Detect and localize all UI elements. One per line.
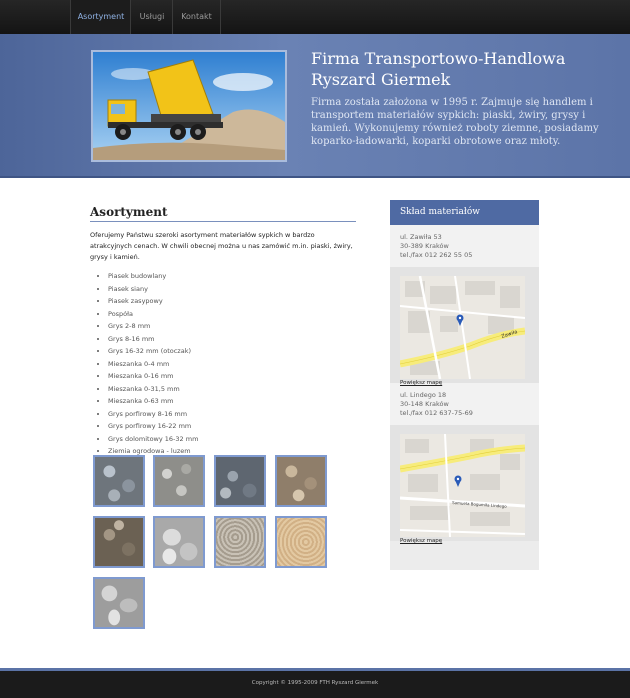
address-street: ul. Lindego 18 [400,391,447,399]
list-item: • Piasek zasypowy [108,295,356,308]
gallery-thumbnail[interactable] [214,516,266,568]
list-item: • Grys dolomitowy 16-32 mm [108,433,356,446]
address-city: 30-148 Kraków [400,400,449,408]
company-title: Firma Transportowo-Handlowa Ryszard Giermek [311,49,566,89]
address-phone: tel./fax 012 637-75-69 [400,409,473,417]
gallery-thumbnail[interactable] [93,455,145,507]
hero-banner [0,34,630,178]
list-item: • Mieszanka 0-16 mm [108,370,356,383]
tab-kontakt[interactable]: Kontakt [172,0,221,34]
tab-asortyment[interactable]: Asortyment [70,0,131,34]
main-content [90,205,356,458]
list-item: • Grys porfirowy 8-16 mm [108,408,356,421]
tab-uslugi[interactable]: Usługi [130,0,173,34]
enlarge-map-link[interactable]: Powiększ mapę [400,380,443,386]
map-street-label: Samuela Bogumiła Lindego [451,500,507,509]
hero-truck-image [91,50,287,162]
address-street: ul. Zawiła 53 [400,233,442,241]
enlarge-map-link[interactable]: Powiększ mapę [400,538,443,544]
list-item: • Piasek budowlany [108,270,356,283]
map-panel [390,267,539,386]
gallery-thumbnail[interactable] [275,516,327,568]
sidebar-heading: Skład materiałów [390,200,539,225]
gallery-thumbnail[interactable] [275,455,327,507]
location-map[interactable] [400,276,525,379]
product-list [90,270,356,458]
list-item: • Piasek siany [108,283,356,296]
gallery-thumbnail[interactable] [93,516,145,568]
warehouse-sidebar [390,200,539,570]
copyright-text: Copyright © 1995-2009 FTH Ryszard Giermek [251,680,379,686]
list-item: • Grys 2-8 mm [108,320,356,333]
company-description: Firma została założona w 1995 r. Zajmuje się handlem i transportem materiałów sypkich: piaski, żwiry, grysy i kamień. Wykonujemy również roboty ziemne, posiadamy koparko-ładowarki, koparki obrotowe oraz młoty. [311,97,599,147]
footer [0,668,630,698]
list-item: • Mieszanka 0-4 mm [108,358,356,371]
section-heading: Asortyment [90,205,356,222]
gallery-thumbnail[interactable] [93,577,145,629]
address-block [390,225,539,267]
gallery-thumbnail[interactable] [153,516,205,568]
list-item: • Pospóła [108,308,356,321]
intro-paragraph: Oferujemy Państwu szeroki asortyment materiałów sypkich w bardzo atrakcyjnych cenach. W chwili obecnej można u nas zamówić m.in. piaski, żwiry, grysy i kamień. [90,231,353,261]
gallery-thumbnail[interactable] [153,455,205,507]
address-city: 30-389 Kraków [400,242,449,250]
address-phone: tel./fax 012 262 55 05 [400,251,473,259]
gallery-thumbnail[interactable] [214,455,266,507]
list-item: • Grys 8-16 mm [108,333,356,346]
list-item: • Grys 16-32 mm (otoczak) [108,345,356,358]
list-item: • Mieszanka 0-63 mm [108,395,356,408]
location-map[interactable] [400,434,525,537]
list-item: • Ziemia ogrodowa - luzem [108,445,356,458]
map-panel [390,425,539,544]
map-street-label: Zawiła [500,329,519,340]
list-item: • Grys porfirowy 16-22 mm [108,420,356,433]
list-item: • Mieszanka 0-31,5 mm [108,383,356,396]
top-navigation [0,0,630,35]
address-block [390,383,539,425]
